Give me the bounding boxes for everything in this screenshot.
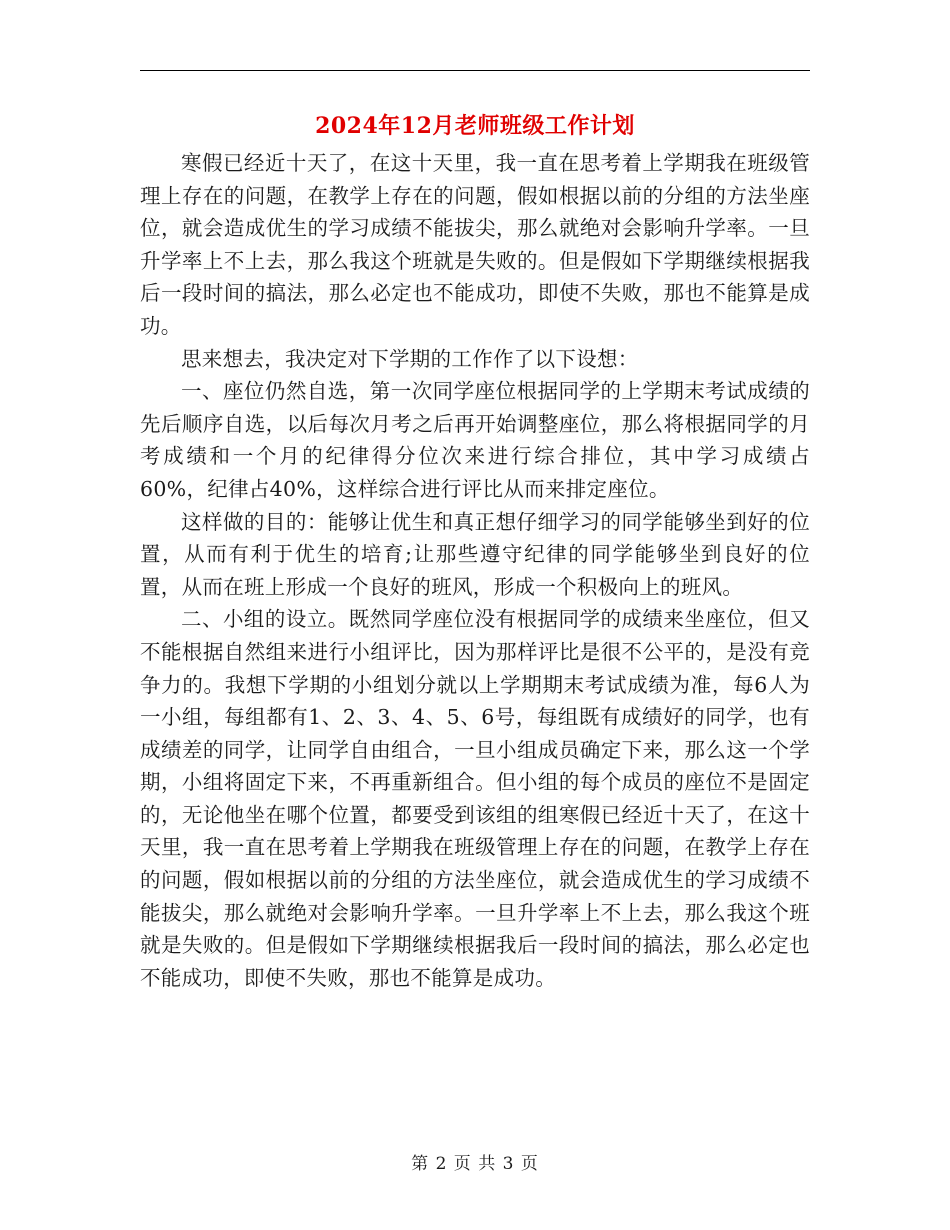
paragraph-1: 寒假已经近十天了，在这十天里，我一直在思考着上学期我在班级管理上存在的问题，在教学上存在的问题，假如根据以前的分组的方法坐座位，就会造成优生的学习成绩不能拔尖，那么就绝对会影响升学率。一旦升学率上不上去，那么我这个班就是失败的。但是假如下学期继续根据我后一段时间的搞法，那么必定也不能成功，即使不失败，那也不能算是成功。 xyxy=(140,151,810,338)
paragraph-5: 二、小组的设立。既然同学座位没有根据同学的成绩来坐座位，但又不能根据自然组来进行小组评比，因为那样评比是很不公平的，是没有竞争力的。我想下学期的小组划分就以上学期期末考试成绩为准，每6人为一小组，每组都有1、2、3、4、5、6号，每组既有成绩好的同学，也有成绩差的同学，让同学自由组合，一旦小组成员确定下来，那么这一个学期，小组将固定下来，不再重新组合。但小组的每个成员的座位不是固定的，无论他坐在哪个位置，都要受到该组的组寒假已经近十天了，在这十天里，我一直在思考着上学期我在班级管理上存在的问题，在教学上存在的问题，假如根据以前的分组的方法坐座位，就会造成优生的学习成绩不能拔尖，那么就绝对会影响升学率。一旦升学率上不上去，那么我这个班就是失败的。但是假如下学期继续根据我后一段时间的搞法，那么必定也不能成功，即使不失败，那也不能算是成功。 xyxy=(140,607,810,990)
paragraph-2: 思来想去，我决定对下学期的工作作了以下设想： xyxy=(181,346,639,371)
document-title: 2024年12月老师班级工作计划 xyxy=(315,113,635,139)
paragraph-3: 一、座位仍然自选，第一次同学座位根据同学的上学期末考试成绩的先后顺序自选，以后每次月考之后再开始调整座位，那么将根据同学的月考成绩和一个月的纪律得分位次来进行综合排位，其中学习成绩占60%，纪律占40%，这样综合进行评比从而来排定座位。 xyxy=(140,379,810,501)
page-number: 第 2 页 共 3 页 xyxy=(411,1154,539,1174)
document-body xyxy=(140,147,810,994)
paragraph-4: 这样做的目的：能够让优生和真正想仔细学习的同学能够坐到好的位置，从而有利于优生的培育;让那些遵守纪律的同学能够坐到良好的位置，从而在班上形成一个良好的班风，形成一个积极向上的班风。 xyxy=(140,509,810,599)
header-rule xyxy=(140,70,810,71)
